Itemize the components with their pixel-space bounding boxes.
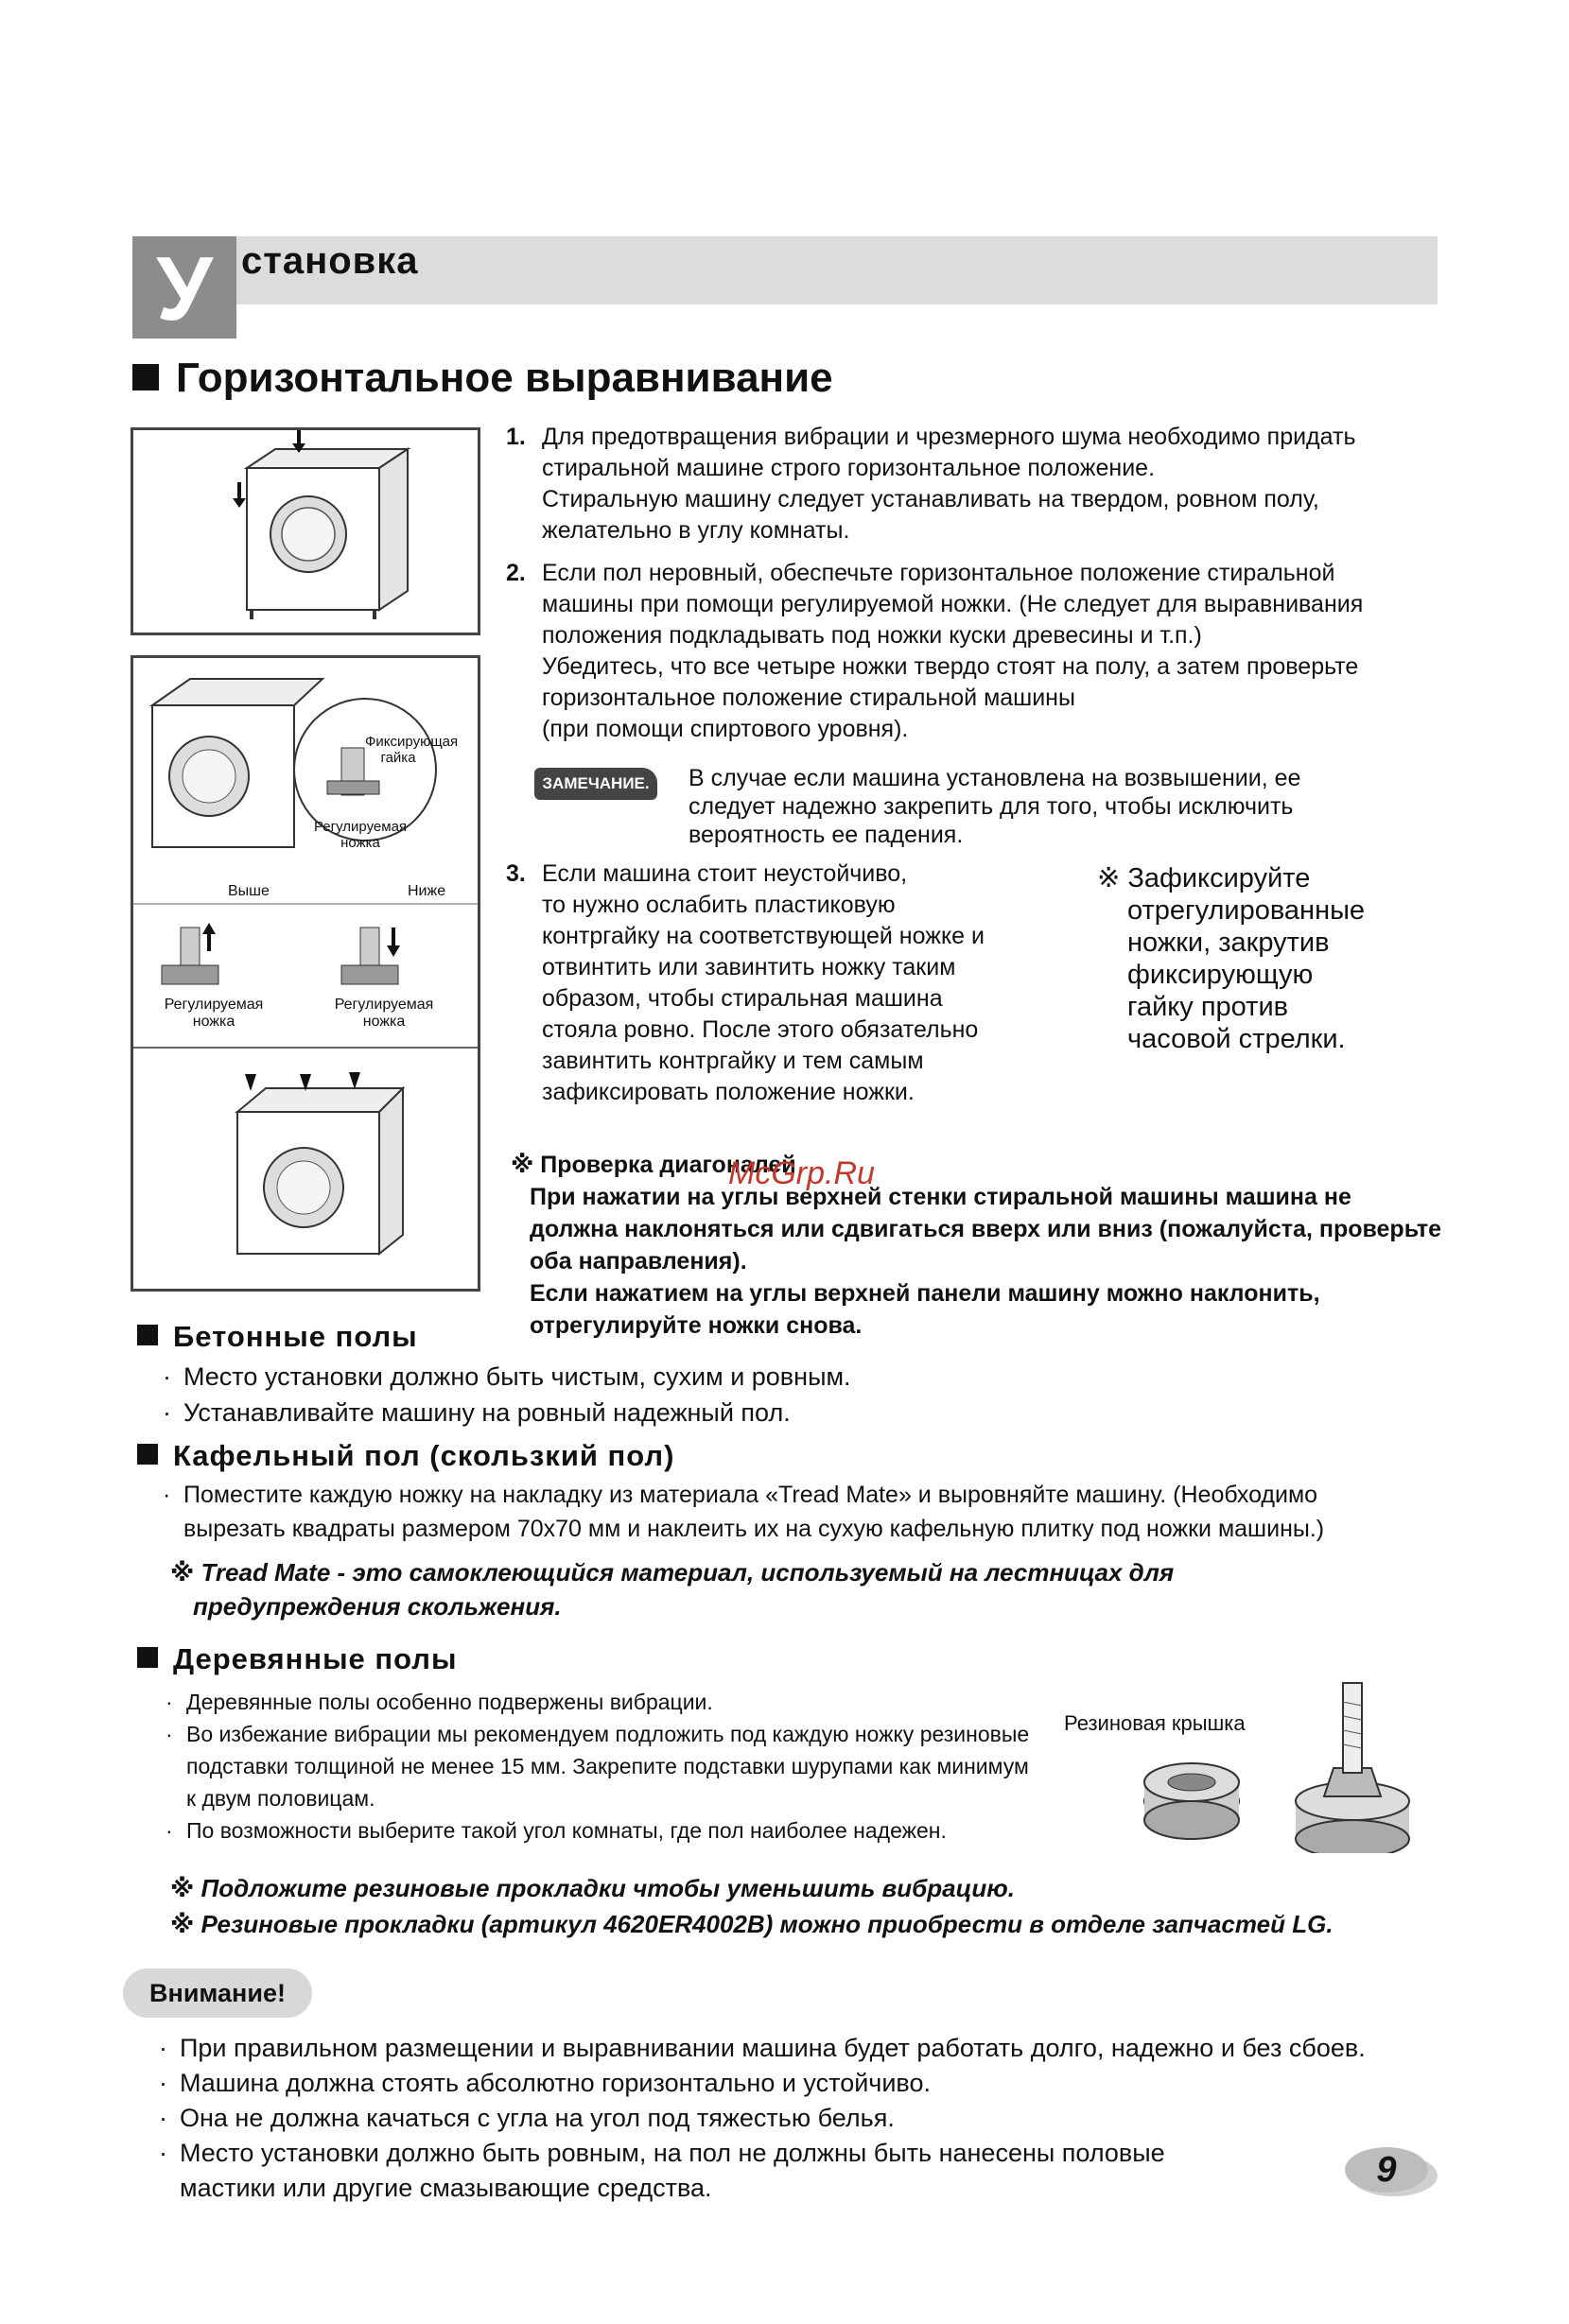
washing-machine-icon	[133, 430, 478, 633]
list-item: · Она не должна качаться с угла на угол под тяжестью белья.	[159, 2101, 1426, 2136]
step-2: 2. Если пол неровный, обеспечьте горизонтальное положение стиральной машины при помощи регулируемой ножки. (Не следует для выравнивания положения подкладывать под ножки куски древесины и т.п.) Убедитесь, что все четыре ножки твердо стоят на полу, а затем проверьте горизонтальное положение стиральной машины (при помощи спиртового уровня).	[506, 560, 1364, 742]
wood-floors-title: Деревянные полы	[137, 1642, 457, 1676]
list-item: · Устанавливайте машину на ровный надежный пол.	[163, 1395, 1392, 1431]
wood-floors-remarks: ※ Подложите резиновые прокладки чтобы уменьшить вибрацию. ※ Резиновые прокладки (артикул 4620ER4002B) можно приобрести в отделе запчастей LG.	[170, 1874, 1334, 1938]
list-item: · Место установки должно быть чистым, сухим и ровным.	[163, 1359, 1392, 1395]
rubber-cap-icon	[1097, 1674, 1438, 1853]
list-item: · Поместите каждую ножку на накладку из материала «Tread Mate» и выровняйте машину. (Необходимо вырезать квадраты размером 70x70 мм и наклеить их на сухую кафельную плитку под ножки машины.)	[163, 1478, 1383, 1546]
tile-floor-remark: ※ Tread Mate - это самоклеющийся материал, используемый на лестницах для предупреждения скольжения.	[170, 1558, 1175, 1621]
section-header-title: становка	[241, 240, 419, 282]
tile-floor-list	[163, 1478, 1383, 1546]
bullet-square-icon	[132, 364, 159, 390]
watermark: McGrp.Ru	[728, 1155, 875, 1191]
figure-adjustable-feet	[131, 655, 480, 1292]
list-item: · Деревянные полы особенно подвержены вибрации.	[166, 1686, 1040, 1718]
list-item: · Место установки должно быть ровным, на пол не должны быть нанесены половые мастики или другие смазывающие средства.	[159, 2136, 1211, 2206]
side-note: ※ Зафиксируйте отрегулированные ножки, закрутив фиксирующую гайку против часовой стрелки.	[1097, 863, 1366, 1054]
adjustable-foot-label-right: Регулируемая ножка	[334, 997, 434, 1030]
tile-floor-title: Кафельный пол (скользкий пол)	[137, 1439, 674, 1473]
bullet-square-icon	[137, 1444, 158, 1465]
fixing-nut-label: Фиксирующая гайка	[365, 734, 459, 766]
step-1: 1. Для предотвращения вибрации и чрезмерного шума необходимо придать стиральной машине строго горизонтальное положение. Стиральную машину следует устанавливать на твердом, ровном полу, желательно в углу комнаты.	[506, 424, 1356, 544]
warning-badge: Внимание!	[123, 1968, 312, 2018]
bullet-square-icon	[137, 1647, 158, 1668]
rubber-cap-label: Резиновая крышка	[1064, 1711, 1246, 1735]
note-badge: ЗАМЕЧАНИЕ.	[534, 768, 657, 800]
foot-higher-illustration	[162, 923, 218, 984]
diagonal-check: ※ Проверка диагоналей При нажатии на углы верхней стенки стиральной машины машина не должна наклоняться или сдвигаться вверх или вниз (пожалуйста, проверьте оба направления). Если нажатием на углы верхней панели машину можно наклонить, отрегулируйте ножки снова.	[511, 1152, 1442, 1339]
higher-label: Выше	[228, 883, 270, 899]
figure-machine-level	[131, 427, 480, 635]
list-item: · По возможности выберите такой угол комнаты, где пол наиболее надежен.	[166, 1814, 1040, 1847]
page-number: 9	[1376, 2150, 1397, 2190]
note-text: В случае если машина установлена на возвышении, ее следует надежно закрепить для того, чтобы исключить вероятность ее падения.	[689, 765, 1301, 848]
section-header-letter: У	[132, 236, 236, 338]
concrete-floors-list	[163, 1359, 1392, 1431]
foot-lower-illustration	[341, 928, 400, 984]
list-item: · Во избежание вибрации мы рекомендуем подложить под каждую ножку резиновые подставки толщиной не менее 15 мм. Закрепите подставки шурупами как минимум к двум половицам.	[166, 1718, 1040, 1814]
adjustable-foot-label: Регулируемая ножка	[313, 819, 408, 851]
page-title: Горизонтальное выравнивание	[132, 355, 833, 402]
wood-floors-list	[166, 1686, 1040, 1847]
step-3: 3. Если машина стоит неустойчиво, то нужно ослабить пластиковую контргайку на соответствующей ножке и отвинтить или завинтить ножку таким образом, чтобы стиральная машина стояла ровно. После этого обязательно завинтить контргайку и тем самым зафиксировать положение ножки.	[506, 860, 985, 1105]
adjustable-foot-label-left: Регулируемая ножка	[164, 997, 264, 1030]
list-item: · Машина должна стоять абсолютно горизонтально и устойчиво.	[159, 2066, 1426, 2101]
lower-label: Ниже	[408, 883, 446, 899]
warning-list	[159, 2031, 1426, 2206]
bullet-square-icon	[137, 1325, 158, 1345]
list-item: · При правильном размещении и выравнивании машина будет работать долго, надежно и без сбоев.	[159, 2031, 1426, 2066]
concrete-floors-title: Бетонные полы	[137, 1320, 418, 1354]
